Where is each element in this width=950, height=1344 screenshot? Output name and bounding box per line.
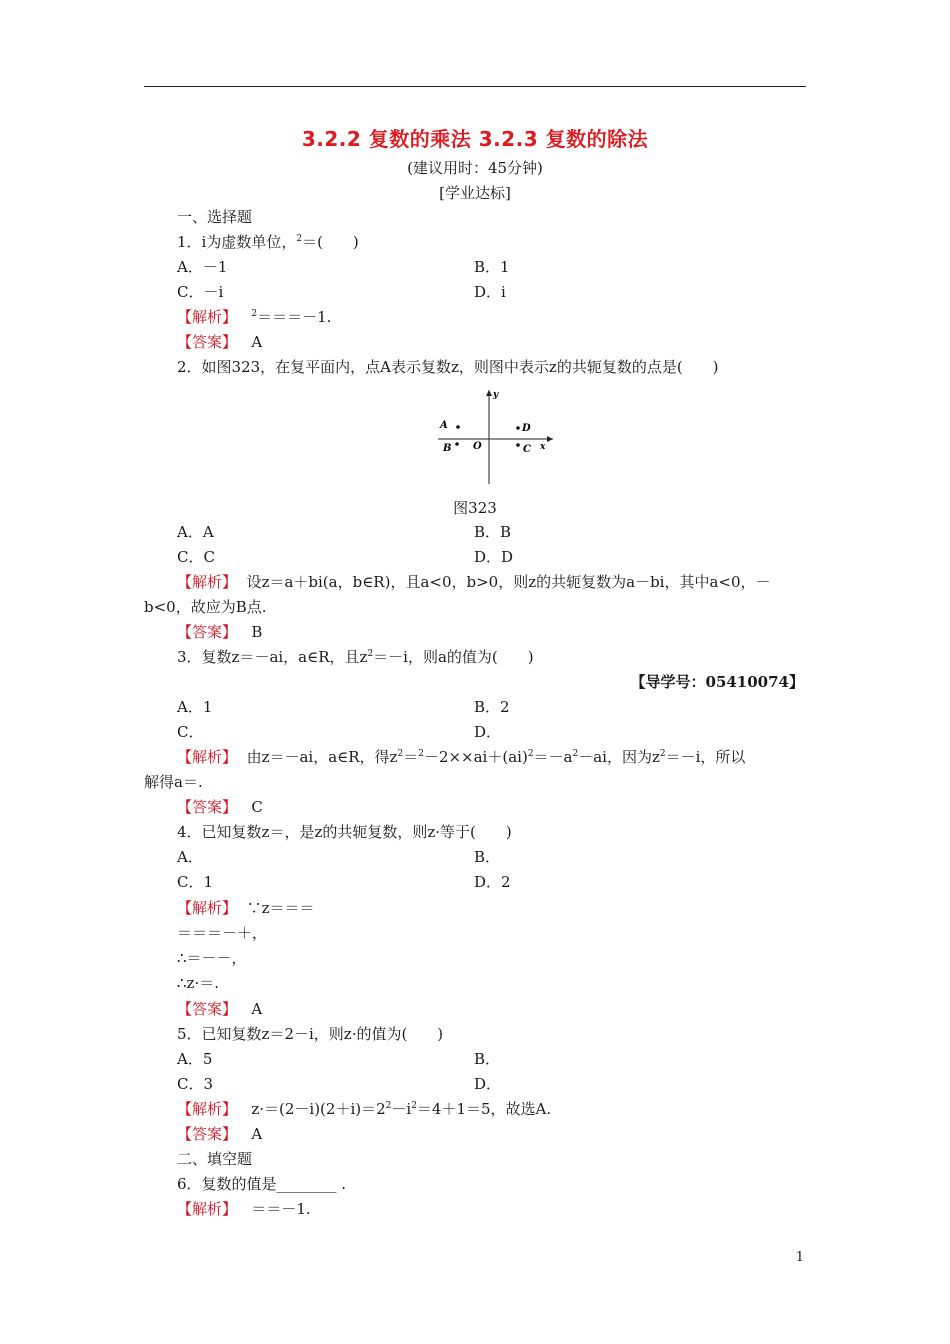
point-d-label: D <box>522 423 531 434</box>
point-d <box>516 426 520 430</box>
q4-answer-value: A <box>251 1000 263 1018</box>
q5-option-c: C．3 <box>177 1075 214 1093</box>
q5-analysis-b: －i <box>391 1100 412 1118</box>
q2-option-b: B．B <box>474 523 512 541</box>
analysis-tag: 【解析】 <box>177 308 238 326</box>
point-a-label: A <box>440 420 448 431</box>
point-b <box>455 442 459 446</box>
q2-option-c: C．C <box>177 548 215 566</box>
q2-answer <box>177 622 262 642</box>
q3-analysis-d: ＝－a <box>533 748 573 766</box>
q2-analysis-text: 设z＝a＋bi(a，b∈R)，且a<0，b>0，则z的共轭复数为a－bi，其中a<0，－ <box>246 573 771 591</box>
analysis-tag: 【解析】 <box>177 573 238 591</box>
q1-option-d: D．i <box>474 283 506 301</box>
q1-stem: 1．i为虚数单位，$^2$＝( ) <box>177 233 359 251</box>
header-rule <box>144 86 806 87</box>
q3-analysis-b: ＝ <box>403 748 419 766</box>
section-heading-choice: 一、选择题 <box>177 208 253 226</box>
q1-option-b: B．1 <box>474 258 510 276</box>
q3-answer-value: C <box>251 798 263 816</box>
q5-analysis-c: ＝4＋1＝5，故选A. <box>416 1100 552 1118</box>
q3-answer <box>177 797 263 817</box>
q3-option-c: C． <box>177 723 204 741</box>
q2-analysis <box>177 572 771 592</box>
q3-analysis-c: －2××ai＋(ai) <box>423 748 528 766</box>
x-axis-label: x <box>540 442 546 452</box>
answer-tag: 【答案】 <box>177 623 238 641</box>
q2-stem: 2．如图323，在复平面内，点A表示复数z，则图中表示z的共轭复数的点是( ) <box>177 358 719 376</box>
q4-option-c: C．1 <box>177 873 214 891</box>
q3-option-a: A．1 <box>177 698 213 716</box>
q1-answer-value: A <box>251 333 263 351</box>
analysis-tag: 【解析】 <box>177 899 238 917</box>
q4-option-a: A． <box>177 848 203 866</box>
q2-option-a: A．A <box>177 523 214 541</box>
q6-stem: 6．复数的值是________ . <box>177 1175 347 1193</box>
page-number: 1 <box>795 1250 804 1265</box>
point-b-label: B <box>443 443 452 454</box>
complex-plane-figure <box>428 386 558 486</box>
point-c-label: C <box>523 444 531 455</box>
q1-answer <box>177 332 262 352</box>
answer-tag: 【答案】 <box>177 1000 238 1018</box>
q3-analysis-a: 由z＝－ai，a∈R，得z <box>246 748 398 766</box>
q1-option-c: C．－i <box>177 283 224 301</box>
q4-analysis-line4: ∴z·＝. <box>177 974 219 992</box>
q1-analysis: 【解析】 $^2$＝＝＝－1. <box>177 308 332 326</box>
q5-option-a: A．5 <box>177 1050 213 1068</box>
q6-analysis-text: ＝＝－1. <box>251 1200 311 1218</box>
q2-option-d: D．D <box>474 548 514 566</box>
page-title: 3.2.2 复数的乘法 3.2.3 复数的除法 <box>301 127 649 151</box>
y-axis-label: y <box>493 390 499 400</box>
q3-option-d: D． <box>474 723 502 741</box>
q5-option-d: D． <box>474 1075 502 1093</box>
guide-number: 【导学号：05410074】 <box>630 673 804 691</box>
q5-analysis-a: z·＝(2－i)(2＋i)＝2 <box>251 1100 386 1118</box>
q5-option-b: B． <box>474 1050 501 1068</box>
origin-label: O <box>473 441 482 452</box>
q4-option-b: B． <box>474 848 501 866</box>
level-label: [学业达标] <box>439 184 511 202</box>
q4-analysis <box>177 898 314 918</box>
q4-stem: 4．已知复数z＝，是z的共轭复数，则z·等于( ) <box>177 823 512 841</box>
answer-tag: 【答案】 <box>177 333 238 351</box>
q3-option-b: B．2 <box>474 698 510 716</box>
time-hint: (建议用时：45分钟) <box>407 159 543 177</box>
analysis-tag: 【解析】 <box>177 1200 238 1218</box>
q5-analysis: 【解析】 $z\cdot=(2-i)(2+i)=2^2-i^2=4+1=5$，故选A. <box>177 1100 552 1118</box>
q5-stem: 5．已知复数z＝2－i，则z·的值为( ) <box>177 1025 444 1043</box>
q4-answer <box>177 999 262 1019</box>
q4-analysis-line2: ＝＝＝－＋， <box>177 924 268 942</box>
q2-analysis-cont: b<0，故应为B点. <box>144 598 267 616</box>
q3-stem: 3．复数z＝－ai，a∈R，且$z^2=-i$，则a的值为( ) <box>177 648 534 666</box>
q1-stem-text-2: ＝( ) <box>302 233 359 251</box>
q3-analysis-f: ＝－i，所以 <box>665 748 746 766</box>
q3-analysis: 【解析】 由z＝－ai，a∈R，得$z^2=^2-2\times\times ai+(ai)^2=-a^2-ai$，因为$z^2=-i$，所以 <box>177 748 746 766</box>
point-c <box>516 443 520 447</box>
analysis-tag: 【解析】 <box>177 748 238 766</box>
figure-caption: 图323 <box>453 499 497 517</box>
point-a <box>456 425 460 429</box>
analysis-tag: 【解析】 <box>177 1100 238 1118</box>
q2-answer-value: B <box>251 623 263 641</box>
q4-analysis-line3: ∴＝－－， <box>177 949 247 967</box>
q3-stem-text: 3．复数z＝－ai，a∈R，且z <box>177 648 368 666</box>
q3-stem-text-2: ＝－i，则a的值为( ) <box>373 648 534 666</box>
q6-analysis <box>177 1199 311 1219</box>
answer-tag: 【答案】 <box>177 1125 238 1143</box>
q5-answer-value: A <box>251 1125 263 1143</box>
answer-tag: 【答案】 <box>177 798 238 816</box>
q3-analysis-e: －ai，因为z <box>578 748 660 766</box>
q4-analysis-text: ∵z＝＝＝ <box>246 899 315 917</box>
q1-option-a: A．－1 <box>177 258 228 276</box>
q5-answer <box>177 1124 262 1144</box>
q3-analysis-cont: 解得a＝. <box>144 773 203 791</box>
q4-option-d: D．2 <box>474 873 511 891</box>
q1-stem-text: 1．i为虚数单位， <box>177 233 297 251</box>
section-heading-fill: 二、填空题 <box>177 1150 253 1168</box>
q1-analysis-text: ＝＝＝－1. <box>257 308 332 326</box>
